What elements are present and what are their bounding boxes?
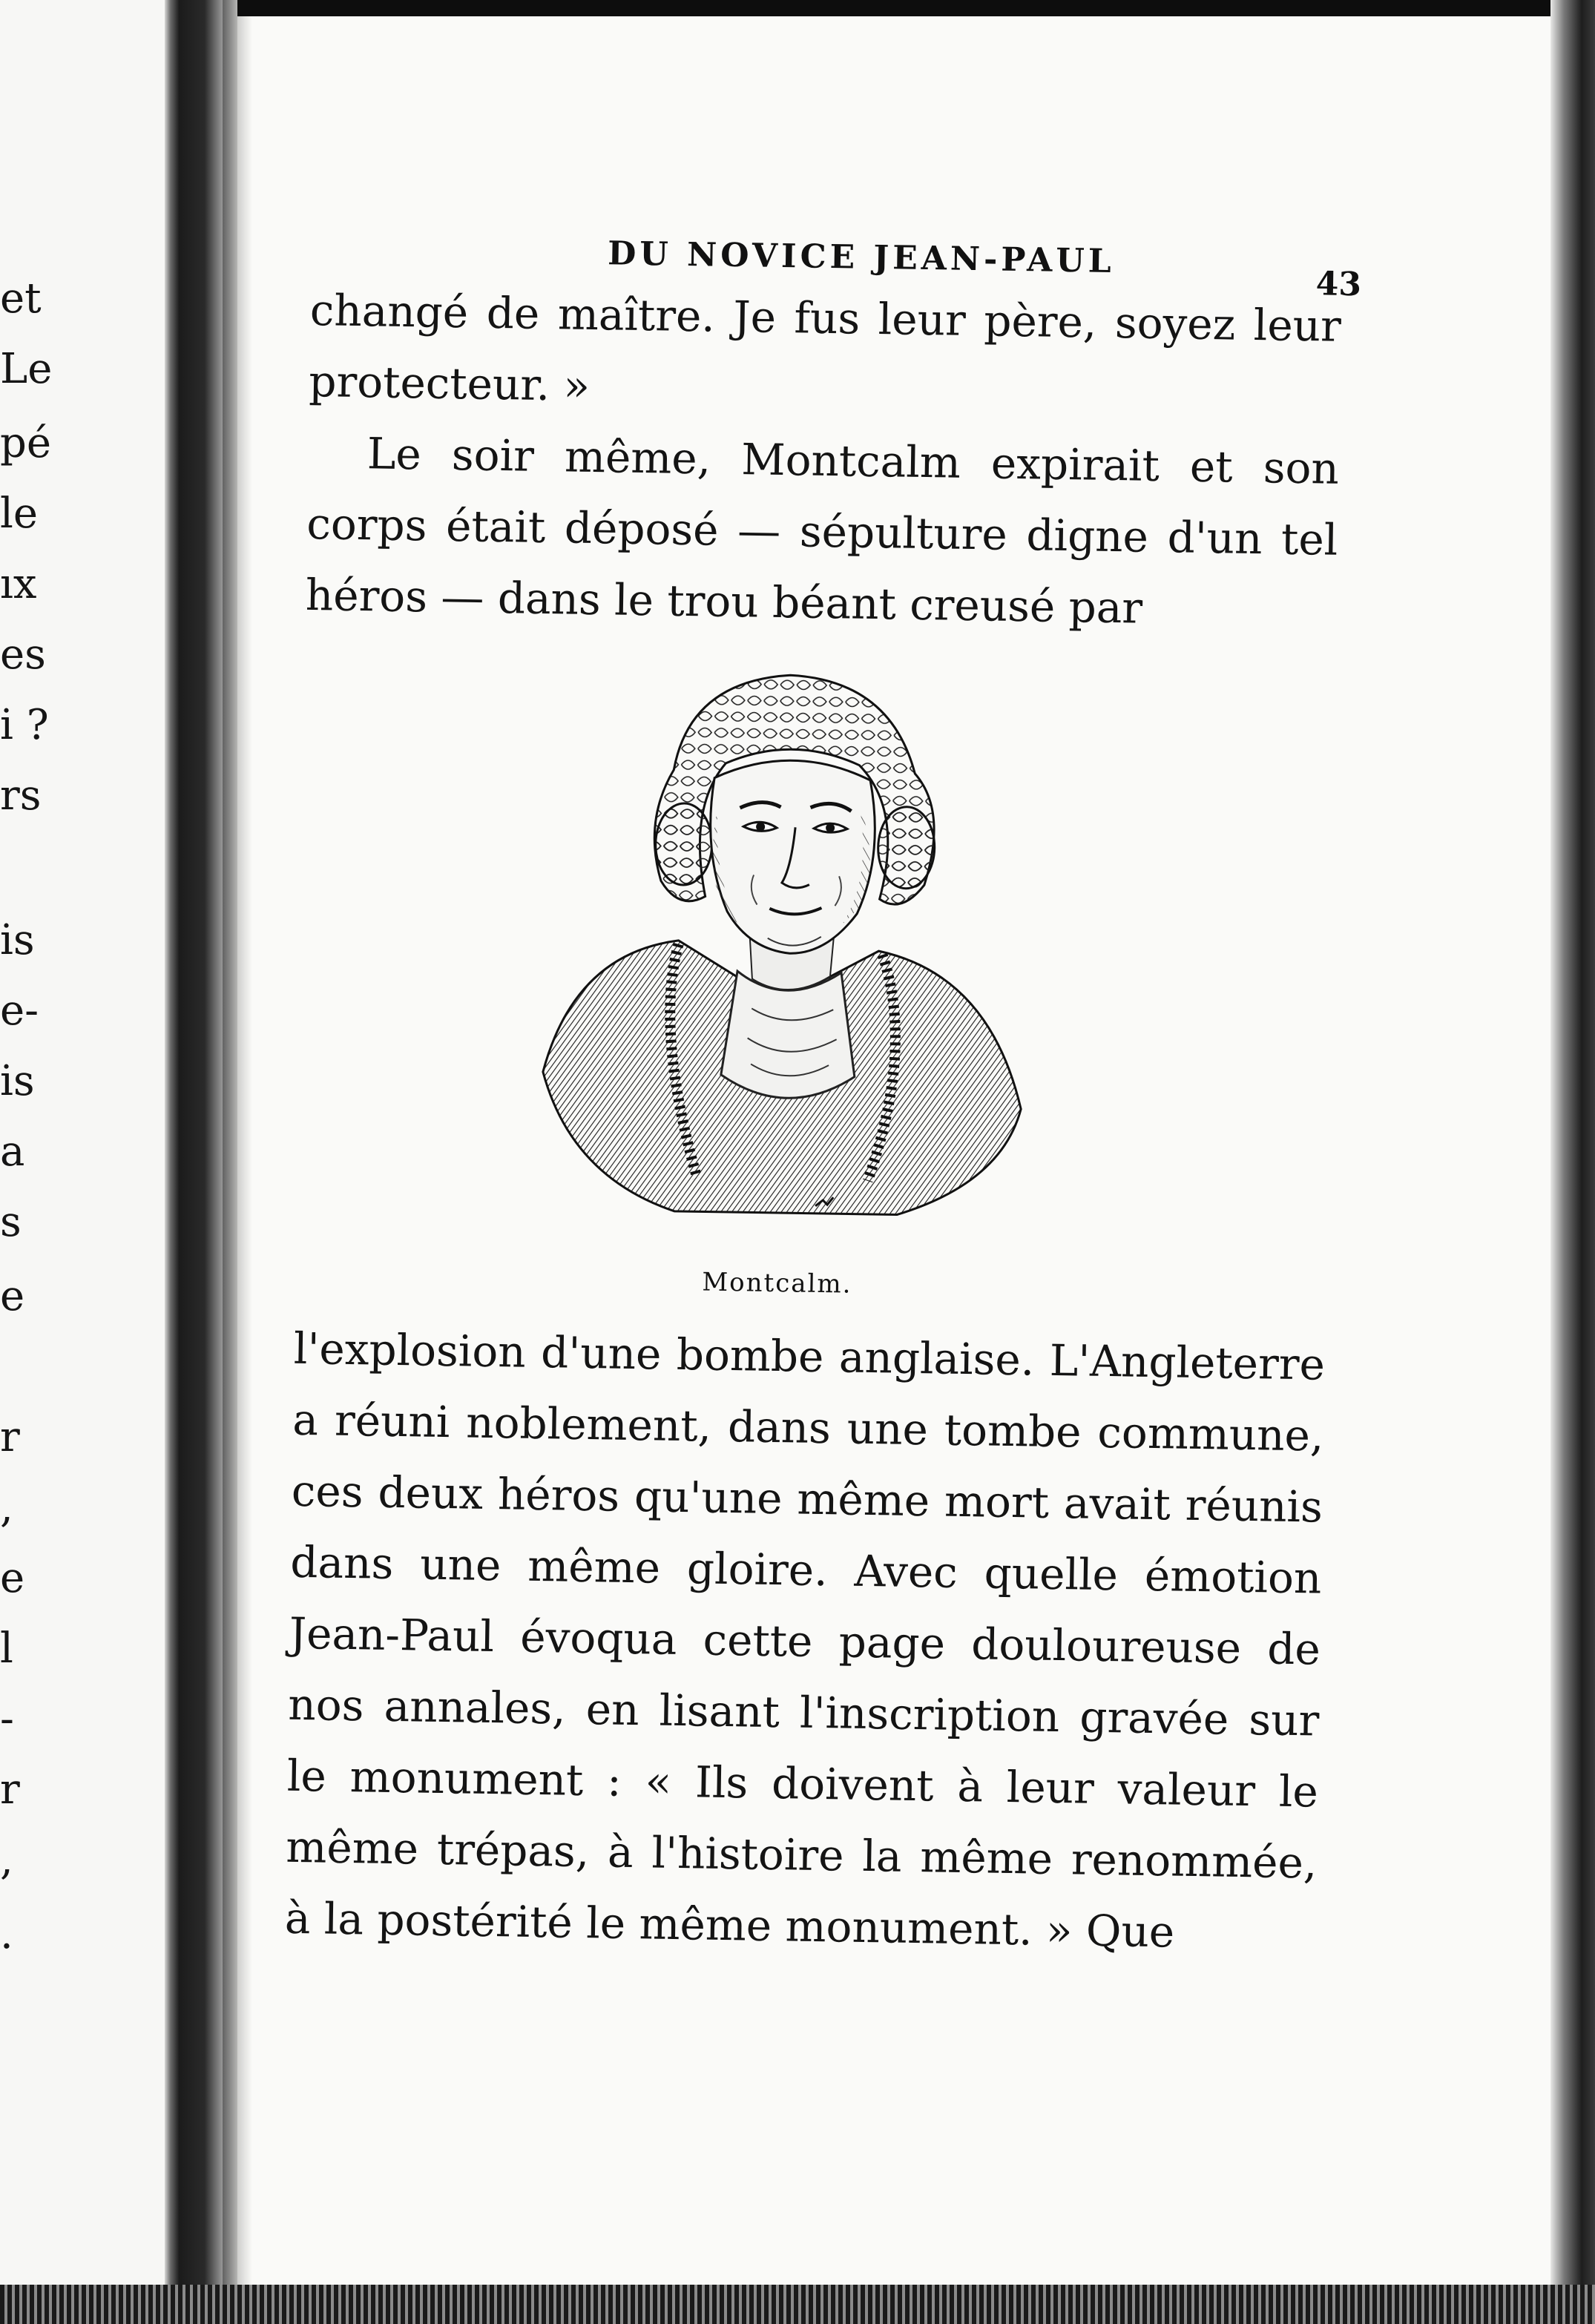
left-page-text: l: [0, 1625, 13, 1673]
left-page-text: e: [0, 1554, 25, 1602]
paragraph-1: changé de maître. Je fus leur père, soyez leur protecteur. »: [308, 284, 1342, 411]
figure-caption: Montcalm.: [702, 1267, 852, 1300]
portrait-figure: [295, 645, 1358, 1329]
left-page-text: -: [0, 1695, 14, 1743]
left-page-text: is: [0, 916, 35, 964]
left-page-text: .: [0, 1910, 13, 1958]
left-page-text: Le: [0, 345, 53, 393]
left-page-text: et: [0, 274, 42, 323]
left-page-text: ,: [0, 1484, 13, 1532]
left-page-text: es: [0, 631, 46, 679]
left-page-text: le: [0, 490, 39, 538]
left-page-text: s: [0, 1198, 22, 1246]
left-page-text: a: [0, 1128, 25, 1176]
gutter-shadow: [223, 0, 252, 2324]
left-page-text: is: [0, 1057, 35, 1105]
left-page-text: i ?: [0, 701, 49, 749]
scan-right-edge: [1550, 0, 1595, 2324]
page-number: 43: [1315, 265, 1362, 304]
montcalm-portrait-engraving: [526, 656, 1039, 1236]
page-content: [284, 215, 1365, 1970]
left-page-text: rs: [0, 771, 42, 820]
left-page-text: r: [0, 1765, 20, 1814]
left-page-text: pé: [0, 419, 51, 467]
left-page-text: ,: [0, 1836, 13, 1884]
scan-bottom-edge: [0, 2285, 1595, 2324]
running-title: DU NOVICE JEAN-PAUL: [607, 234, 1116, 281]
left-page-text: r: [0, 1413, 20, 1461]
left-page-text: e-: [0, 987, 39, 1035]
scan-top-edge: [237, 0, 1595, 16]
paragraph-2: Le soir même, Montcalm expirait et son corps était déposé — sépulture digne d'un tel héros — dans le trou béant creusé par: [305, 428, 1340, 633]
left-page-text: ıx: [0, 560, 37, 608]
paragraph-3: l'explosion d'une bombe anglaise. L'Angleterre a réuni noblement, dans une tombe commune, ces deux héros qu'une même mort avait réunis dans une même gloire. Avec quelle émotion Jean-Paul évoqua cette page douloureuse de nos annales, en lisant l'inscription gravée sur le monument : « Ils doivent à leur valeur le même trépas, à l'histoire la même renommée, à la postérité le même monument. » Que: [284, 1323, 1326, 1958]
left-page-text: e: [0, 1272, 25, 1320]
